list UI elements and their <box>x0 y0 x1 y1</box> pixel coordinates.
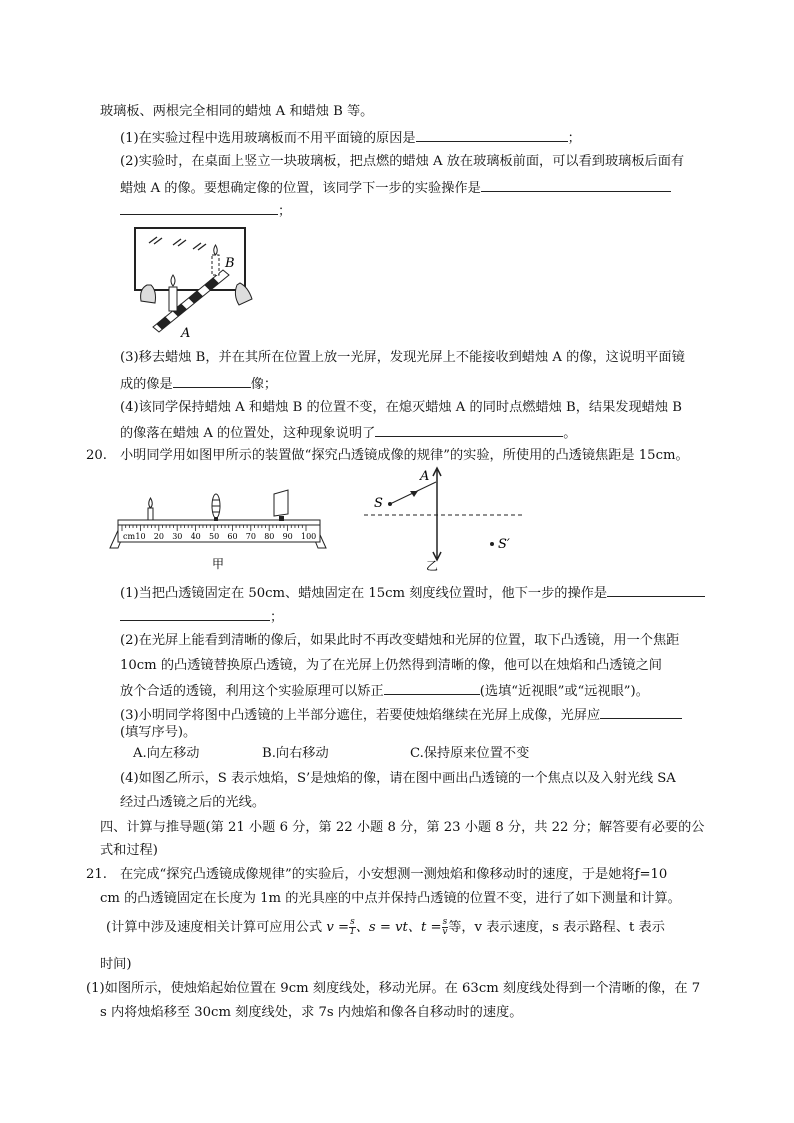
q20-2b: 10cm 的凸透镜替换原凸透镜，为了在光屏上仍然得到清晰的像，他可以在烛焰和凸透镜之间 <box>120 658 662 673</box>
q19-2a: (2)实验时，在桌面上竖立一块玻璃板，把点燃的蜡烛 A 放在玻璃板前面，可以看到玻璃板后面有 <box>120 154 685 169</box>
option-c: C.保持原来位置不变 <box>410 746 530 761</box>
q20-3a-text: (3)小明同学将图中凸透镜的上半部分遮住，若要使烛焰继续在光屏上成像，光屏应 <box>120 708 601 723</box>
mirror-figure <box>125 225 265 340</box>
formula-v: v = <box>326 920 350 935</box>
q19-2-blank-2[interactable] <box>120 201 278 215</box>
q20-number: 20. <box>86 448 107 463</box>
q19-4b-text: 的像落在蜡烛 A 的位置处，这种现象说明了 <box>120 426 376 441</box>
q20-3b: (填写序号)。 <box>120 725 197 740</box>
q20-4b: 经过凸透镜之后的光线。 <box>120 795 266 810</box>
q20-1a-text: (1)当把凸透镜固定在 50cm、蜡烛固定在 15cm 刻度线位置时，他下一步的操作是 <box>120 586 608 601</box>
scale-tick-label: 90 <box>282 532 293 541</box>
q20-2c-post: (选填“近视眼”或“远视眼”)。 <box>479 684 649 699</box>
mirror-label-a: A <box>181 326 191 340</box>
q21-1a: (1)如图所示，使烛焰起始位置在 9cm 刻度线处，移动光屏。在 63cm 刻度线处得到一个清晰的像，在 7 <box>86 981 701 996</box>
q19-2-end: ； <box>278 204 292 219</box>
q19-3-blank[interactable] <box>173 374 251 388</box>
q21-number: 21. <box>86 867 107 882</box>
q20-2-blank[interactable] <box>384 681 480 695</box>
q21-b: cm 的凸透镜固定在长度为 1m 的光具座的中点并保持凸透镜的位置不变，进行了如下测量和计算。 <box>100 891 681 906</box>
option-a: A.向左移动 <box>133 746 200 761</box>
q20-1-blank-2[interactable] <box>120 607 270 621</box>
q20-3a <box>120 705 682 725</box>
q20-2c-pre: 放个合适的透镜，利用这个实验原理可以矫正 <box>120 684 384 699</box>
section-4-heading-b: 式和过程) <box>100 843 158 858</box>
point-s-prime <box>490 542 494 546</box>
scale-tick-label: 50 <box>209 532 220 541</box>
yi-label-s-prime: S′ <box>498 537 510 552</box>
q20-stem: 小明同学用如图甲所示的装置做“探究凸透镜成像的规律”的实验，所使用的凸透镜焦距是 15cm。 <box>120 448 689 463</box>
q19-4b <box>120 423 576 443</box>
q19-2-blank-1[interactable] <box>481 178 671 192</box>
q19-1-end: ； <box>567 131 581 146</box>
q21-c <box>106 918 665 937</box>
q20-2a: (2)在光屏上能看到清晰的像后，如果此时不再改变蜡烛和光屏的位置，取下凸透镜，用一个焦距 <box>120 633 680 648</box>
mirror-label-b: B <box>225 256 235 271</box>
q21-a: 在完成“探究凸透镜成像规律”的实验后，小安想测一测烛焰和像移动时的速度，于是她将ƒ=10 <box>120 867 668 882</box>
scale-tick-label: cm <box>123 532 136 541</box>
q19-3a: (3)移去蜡烛 B，并在其所在位置上放一光屏，发现光屏上不能接收到蜡烛 A 的像，这说明平面镜 <box>120 350 685 365</box>
q19-1-text: (1)在实验过程中选用玻璃板而不用平面镜的原因是 <box>120 131 416 146</box>
lens-ray-figure <box>362 462 532 572</box>
q19-2b <box>120 178 671 198</box>
q21-c-post: 等，v 表示速度，s 表示路程、t 表示 <box>448 920 665 935</box>
scale-tick-label: 10 <box>135 532 146 541</box>
fraction-s-over-t: $\frac{s}{1}$ <box>349 917 356 937</box>
q20-1-blank-1[interactable] <box>607 583 705 597</box>
q19-3b-post: 像； <box>250 377 278 392</box>
scale-tick-label: 20 <box>153 532 164 541</box>
q19-3b-pre: 成的像是 <box>120 377 173 392</box>
q19-3b <box>120 374 277 394</box>
jia-caption: 甲 <box>212 557 225 571</box>
scale-tick-label: 40 <box>190 532 201 541</box>
yi-label-a: A <box>420 469 430 484</box>
scale-tick-label: 80 <box>264 532 275 541</box>
q20-1-end: ； <box>270 610 284 625</box>
optical-bench-figure <box>108 486 330 572</box>
intro-line: 玻璃板、两根完全相同的蜡烛 A 和蜡烛 B 等。 <box>100 104 374 119</box>
q20-3-blank[interactable] <box>600 705 682 719</box>
yi-caption: 乙 <box>426 559 439 572</box>
option-b: B.向右移动 <box>262 746 329 761</box>
q19-4-end: 。 <box>563 426 577 441</box>
q20-1b <box>120 607 283 627</box>
q19-1 <box>120 128 581 148</box>
q19-2c <box>120 201 291 221</box>
q19-4-blank[interactable] <box>375 423 563 437</box>
q21-1b: s 内将烛焰移至 30cm 刻度线处，求 7s 内烛焰和像各自移动时的速度。 <box>100 1005 523 1020</box>
fraction-s-over-v: $\frac{s}{v}$ <box>442 917 448 937</box>
q19-4a: (4)该同学保持蜡烛 A 和蜡烛 B 的位置不变，在熄灭蜡烛 A 的同时点燃蜡烛 B，结果发现蜡烛 B <box>120 400 682 415</box>
q20-2c <box>120 681 649 701</box>
scale-tick-label: 60 <box>227 532 238 541</box>
q21-c-pre: (计算中涉及速度相关计算可应用公式 <box>106 920 323 935</box>
scale-tick-label: 100 <box>301 532 317 541</box>
q21-d: 时间) <box>100 957 132 972</box>
q19-1-blank[interactable] <box>416 128 568 142</box>
q20-1a <box>120 583 705 603</box>
formula-svt: 、s = vt、t = <box>355 920 442 935</box>
scale-tick-label: 30 <box>172 532 183 541</box>
q19-2b-text: 蜡烛 A 的像。要想确定像的位置，该同学下一步的实验操作是 <box>120 181 481 196</box>
yi-label-s: S <box>374 496 383 511</box>
section-4-heading-a: 四、计算与推导题(第 21 小题 6 分，第 22 小题 8 分，第 23 小题 8 分，共 22 分；解答要有必要的公 <box>100 820 705 835</box>
scale-tick-label: 70 <box>245 532 256 541</box>
q20-4a: (4)如图乙所示，S 表示烛焰，S’是烛焰的像，请在图中画出凸透镜的一个焦点以及入射光线 SA <box>120 771 676 786</box>
